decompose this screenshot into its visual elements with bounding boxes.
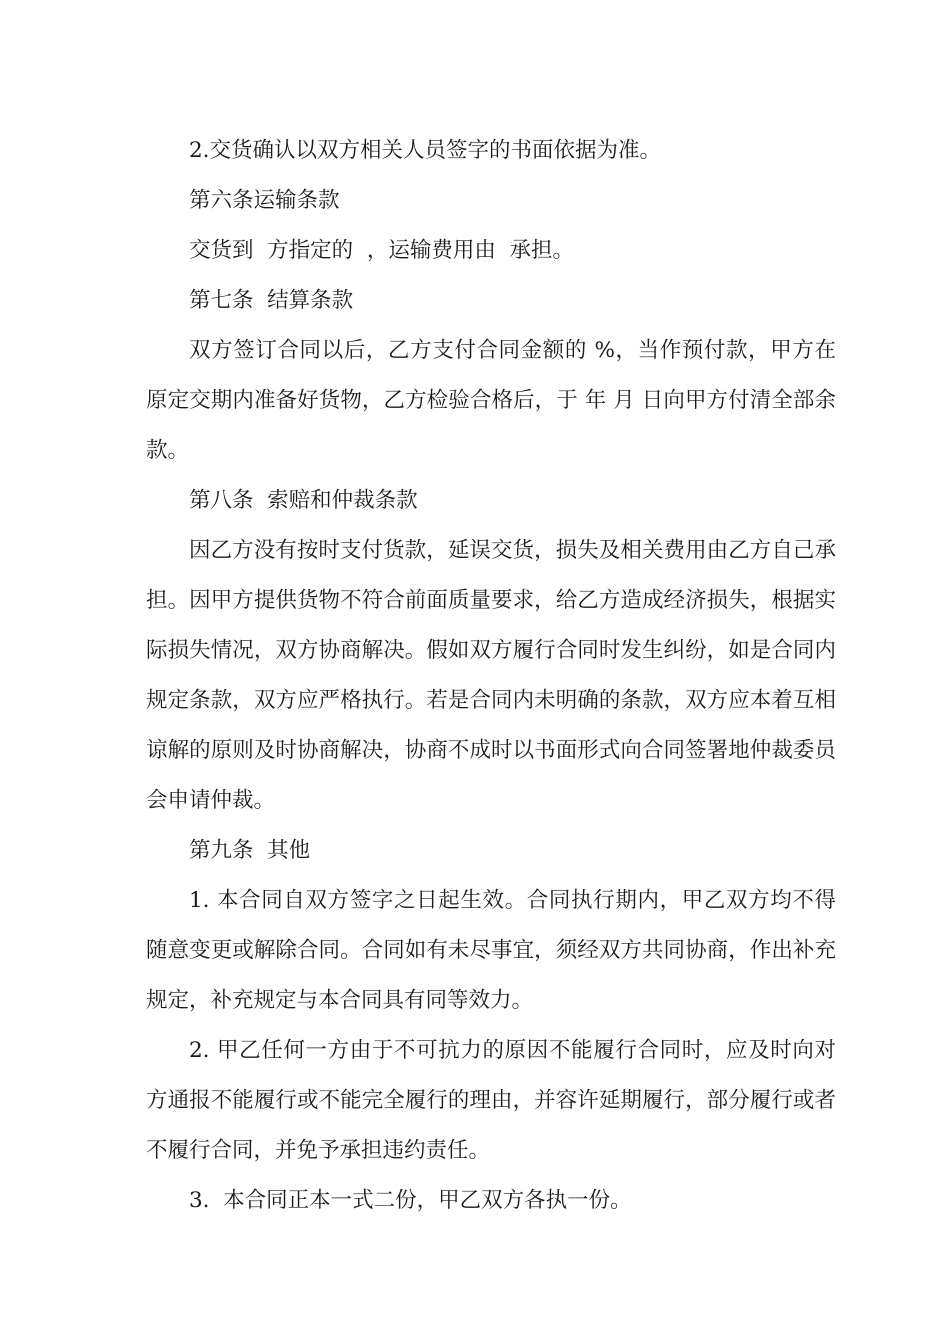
article-9-item-2: 2. 甲乙任何一方由于不可抗力的原因不能履行合同时，应及时向对方通报不能履行或不能完全履行的理由，并容许延期履行，部分履行或者不履行合同，并免予承担违约责任。 bbox=[146, 1038, 836, 1163]
article-9-item-3: 3. 本合同正本一式二份，甲乙双方各执一份。 bbox=[189, 1188, 632, 1213]
article-8-heading: 第八条 索赔和仲裁条款 bbox=[189, 488, 418, 513]
article-7-settlement-text: 双方签订合同以后，乙方支付合同金额的 %，当作预付款，甲方在原定交期内准备好货物，乙方检验合格后，于 年 月 日向甲方付清全部余款。 bbox=[146, 338, 836, 463]
article-6-heading: 第六条运输条款 bbox=[189, 188, 340, 213]
article-6-transport-text: 交货到 方指定的 ，运输费用由 承担。 bbox=[189, 238, 575, 263]
article-9-item-1: 1. 本合同自双方签字之日起生效。合同执行期内，甲乙双方均不得随意变更或解除合同。合同如有未尽事宜，须经双方共同协商，作出补充规定，补充规定与本合同具有同等效力。 bbox=[146, 888, 836, 1013]
article-8-claims-text: 因乙方没有按时支付货款，延误交货，损失及相关费用由乙方自己承担。因甲方提供货物不符合前面质量要求，给乙方造成经济损失，根据实际损失情况，双方协商解决。假如双方履行合同时发生纠纷，如是合同内规定条款，双方应严格执行。若是合同内未明确的条款，双方应本着互相谅解的原则及时协商解决，协商不成时以书面形式向合同签署地仲裁委员会申请仲裁。 bbox=[146, 538, 836, 813]
clause-delivery-confirmation: 2.交货确认以双方相关人员签字的书面依据为准。 bbox=[189, 138, 662, 163]
article-7-heading: 第七条 结算条款 bbox=[189, 288, 354, 313]
article-9-heading: 第九条 其他 bbox=[189, 838, 311, 863]
